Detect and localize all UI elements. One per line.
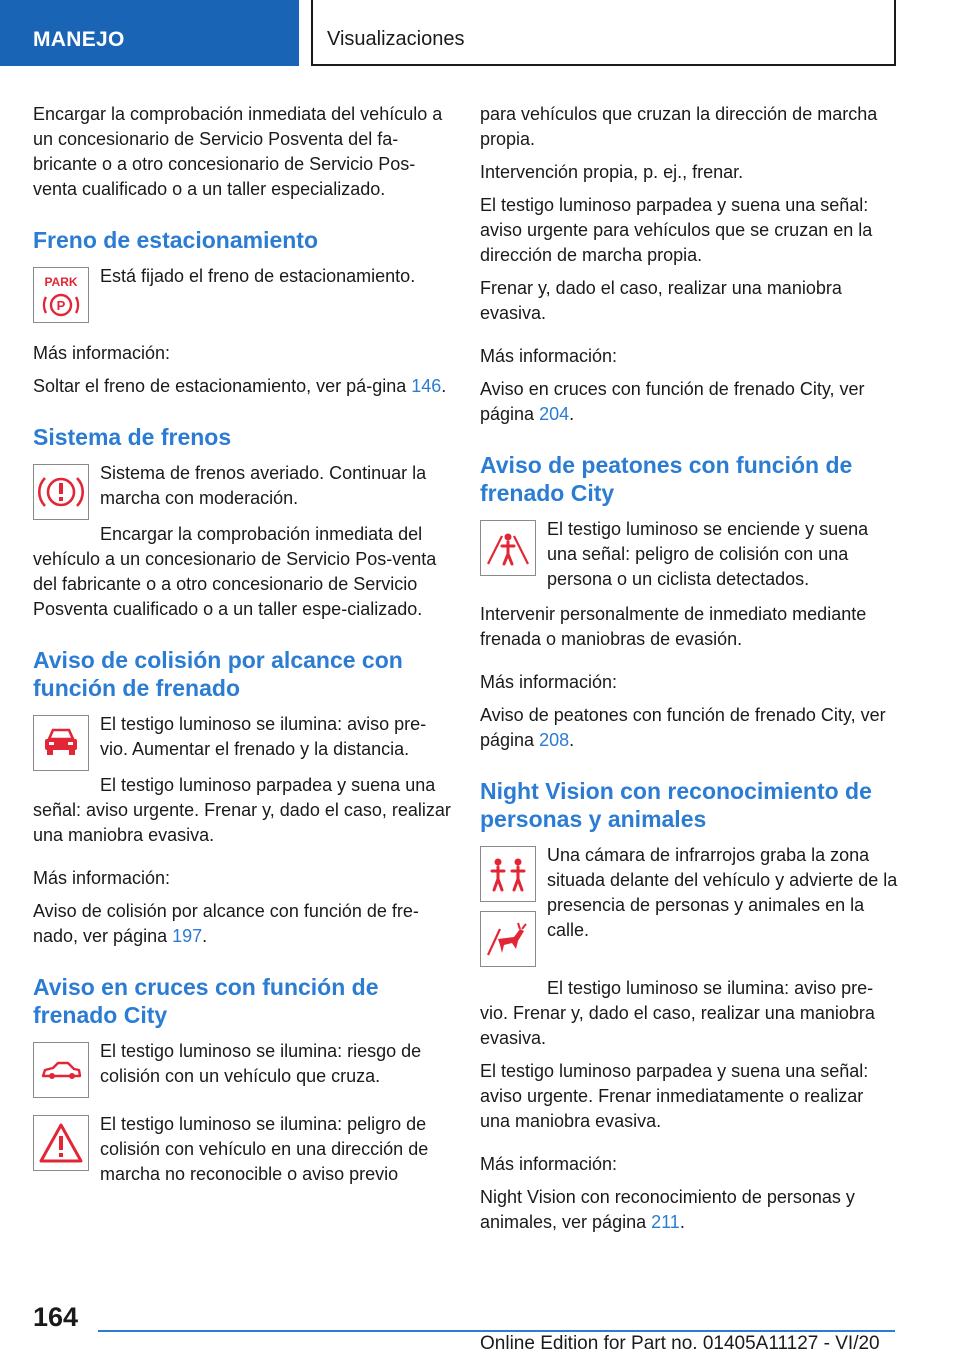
collision-text-1: El testigo luminoso se ilumina: aviso pre-vio. Aumentar el frenado y la distancia. xyxy=(100,714,427,759)
heading-pedestrian-warning: Aviso de peatones con función de frenado City xyxy=(480,452,853,506)
brake-warning-icon xyxy=(33,464,89,520)
svg-text:PARK: PARK xyxy=(44,275,78,289)
crossing-cont-text-1: para vehículos que cruzan la dirección de marcha propia. xyxy=(480,104,878,149)
crossing-text-2: El testigo luminoso se ilumina: peligro de colisión con vehículo en una dirección de marcha no reconocible o aviso previo xyxy=(100,1114,429,1184)
night-vision-text-2: El testigo luminoso se ilumina: aviso pre-vio. Frenar y, dado el caso, realizar una maniobra evasiva. xyxy=(480,978,875,1048)
pedestrian-text-1: El testigo luminoso se enciende y suena una señal: peligro de colisión con una persona o un ciclista detectados. xyxy=(547,519,869,589)
more-info-label: Más información: xyxy=(33,868,171,888)
right-column xyxy=(480,102,898,1243)
warning-triangle-icon xyxy=(33,1115,89,1171)
night-vision-row xyxy=(480,843,898,976)
crossing-row-2 xyxy=(33,1112,451,1193)
park-brake-icon xyxy=(33,267,89,323)
pedestrian-row xyxy=(480,517,898,598)
persons-icon xyxy=(480,846,536,902)
page-link-204[interactable]: 204 xyxy=(539,404,570,424)
intro-paragraph: Encargar la comprobación inmediata del vehículo a un concesionario de Servicio Posventa del fa-bricante o a otro concesionario de Servicio Pos-venta cualificado o a un taller especializado. xyxy=(33,104,443,199)
left-column xyxy=(33,102,451,1201)
more-info-label: Más información: xyxy=(480,672,618,692)
collision-ref: Aviso de colisión por alcance con función de fre-nado, ver página 197. xyxy=(33,901,419,946)
car-side-icon xyxy=(33,1042,89,1098)
chapter-title: Visualizaciones xyxy=(311,0,896,66)
more-info-label: Más información: xyxy=(480,346,618,366)
section-tab: MANEJO xyxy=(0,0,299,66)
car-front-warning-icon xyxy=(33,715,89,771)
footer-divider xyxy=(98,1330,895,1332)
night-vision-text-3: El testigo luminoso parpadea y suena una señal: aviso urgente. Frenar inmediatamente o realizar una maniobra evasiva. xyxy=(480,1061,869,1131)
crossing-ref: Aviso en cruces con función de frenado City, ver página 204. xyxy=(480,379,865,424)
crossing-cont-text-3: El testigo luminoso parpadea y suena una señal: aviso urgente para vehículos que se cruzan en la dirección de marcha propia. xyxy=(480,195,873,265)
page-number: 164 xyxy=(33,1302,79,1332)
crossing-cont-text-4: Frenar y, dado el caso, realizar una maniobra evasiva. xyxy=(480,278,842,323)
night-vision-ref: Night Vision con reconocimiento de personas y animales, ver página 211. xyxy=(480,1187,855,1232)
parking-ref: Soltar el freno de estacionamiento, ver pá-gina 146. xyxy=(33,376,447,396)
page-link-211[interactable]: 211 xyxy=(651,1212,680,1232)
page-link-197[interactable]: 197 xyxy=(172,926,203,946)
heading-brake-system: Sistema de frenos xyxy=(33,424,232,450)
collision-row xyxy=(33,712,451,771)
collision-text-2: El testigo luminoso parpadea y suena una señal: aviso urgente. Frenar y, dado el caso, realizar una maniobra evasiva. xyxy=(33,775,451,845)
animal-icon xyxy=(480,911,536,967)
brake-system-row xyxy=(33,461,451,520)
footer-edition: Online Edition for Part no. 01405A11127 - VI/20 xyxy=(480,1333,880,1354)
more-info-label: Más información: xyxy=(480,1154,618,1174)
heading-collision-warning: Aviso de colisión por alcance con función de frenado xyxy=(33,647,403,701)
pedestrian-icon xyxy=(480,520,536,576)
night-vision-text-1: Una cámara de infrarrojos graba la zona situada delante del vehículo y advierte de la presencia de personas y animales en la calle. xyxy=(547,845,898,940)
pedestrian-text-2: Intervenir personalmente de inmediato mediante frenada o maniobras de evasión. xyxy=(480,604,867,649)
crossing-row-1 xyxy=(33,1039,451,1098)
parking-brake-text: Está fijado el freno de estacionamiento. xyxy=(100,266,416,286)
crossing-text-1: El testigo luminoso se ilumina: riesgo de colisión con un vehículo que cruza. xyxy=(100,1041,422,1086)
heading-night-vision: Night Vision con reconocimiento de personas y animales xyxy=(480,778,872,832)
pedestrian-ref: Aviso de peatones con función de frenado City, ver página 208. xyxy=(480,705,886,750)
heading-crossing-warning: Aviso en cruces con función de frenado City xyxy=(33,974,379,1028)
brake-system-text-1: Sistema de frenos averiado. Continuar la marcha con moderación. xyxy=(100,463,427,508)
more-info-label: Más información: xyxy=(33,343,171,363)
page-link-208[interactable]: 208 xyxy=(539,730,570,750)
svg-text:P: P xyxy=(56,298,66,313)
crossing-cont-text-2: Intervención propia, p. ej., frenar. xyxy=(480,162,744,182)
parking-brake-row xyxy=(33,264,451,323)
brake-system-text-2: Encargar la comprobación inmediata del vehículo a un concesionario de Servicio Pos-venta del fabricante o a otro concesionario de Servicio Posventa cualificado o a un taller espe-cializado. xyxy=(33,524,437,619)
page-link-146[interactable]: 146 xyxy=(411,376,442,396)
heading-parking-brake: Freno de estacionamiento xyxy=(33,227,319,253)
